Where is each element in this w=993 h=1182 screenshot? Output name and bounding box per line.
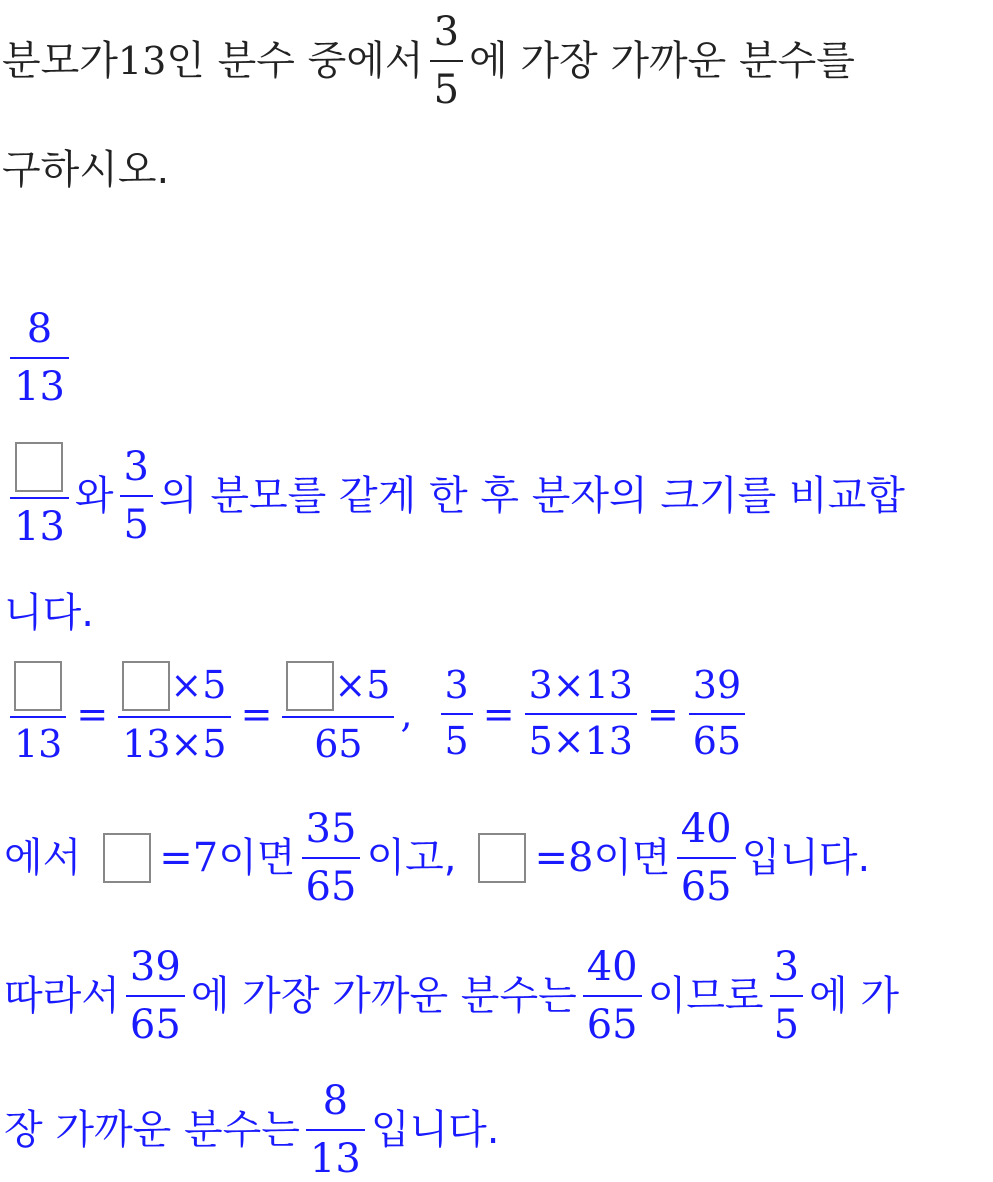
fraction-numerator: 40 xyxy=(680,805,732,852)
fraction-numerator: 39 xyxy=(692,663,742,708)
equation-fraction-6 xyxy=(689,664,745,763)
fraction-40-65 xyxy=(583,944,642,1048)
solution-text: 입니다. xyxy=(741,834,871,881)
equation-fraction-3 xyxy=(282,661,394,767)
fraction-denominator: 65 xyxy=(586,1001,638,1048)
fraction-bar xyxy=(583,995,642,997)
fraction-bar xyxy=(677,857,736,859)
solution-text: 니다. xyxy=(4,589,94,636)
solution-equation-line xyxy=(4,654,751,774)
equation-fraction-5 xyxy=(525,664,637,763)
solution-text: 입니다. xyxy=(370,1107,500,1153)
question-line-2 xyxy=(2,140,169,200)
fraction-denominator: 5 xyxy=(444,719,469,763)
fraction-bar xyxy=(282,716,394,718)
fraction-bar xyxy=(525,713,637,715)
fraction-40-65 xyxy=(677,806,736,910)
answer-numerator: 8 xyxy=(26,305,53,352)
fraction-39-65 xyxy=(126,944,185,1048)
target-numerator: 3 xyxy=(123,444,149,490)
question-text-a: 분모가 xyxy=(2,38,118,84)
question-number: 13 xyxy=(117,39,167,83)
fraction-numerator: 8 xyxy=(322,1078,349,1124)
fraction-bar xyxy=(120,495,153,497)
target-denominator: 5 xyxy=(123,502,149,548)
fraction-denominator: 13 xyxy=(309,1136,361,1182)
fraction-numerator: 3 xyxy=(444,663,469,708)
fraction-bar xyxy=(770,995,803,997)
solution-text: 장 가까운 분수는 xyxy=(4,1107,300,1153)
answer xyxy=(4,300,75,415)
question-fraction-numerator: 3 xyxy=(433,9,460,55)
fraction-bar xyxy=(10,497,69,499)
fraction-numerator: 39 xyxy=(129,943,181,990)
fraction-35-65 xyxy=(302,806,361,910)
fraction-numerator: 3×13 xyxy=(528,663,633,708)
fraction-numerator: 35 xyxy=(305,805,357,852)
fraction-3-5 xyxy=(770,944,803,1048)
fraction-denominator: 5×13 xyxy=(528,719,633,763)
equals-sign: = xyxy=(76,692,109,736)
fraction-denominator: 5 xyxy=(773,1001,800,1048)
blank-box xyxy=(14,661,62,711)
solution-text: 따라서 xyxy=(4,972,120,1019)
unknown-fraction-denominator: 13 xyxy=(14,504,65,550)
blank-box xyxy=(103,833,151,883)
fraction-bar xyxy=(441,713,473,715)
question-line-1 xyxy=(2,6,855,116)
solution-text: 의 분모를 같게 한 후 분자의 크기를 비교합 xyxy=(159,473,905,519)
solution-text: 에서 xyxy=(4,834,82,881)
solution-text: 이고, xyxy=(366,834,457,881)
equals-sign: = xyxy=(240,692,273,736)
solution-text: 이므로 xyxy=(647,972,764,1019)
fraction-numerator-suffix: ×5 xyxy=(170,663,227,708)
answer-denominator: 13 xyxy=(14,363,65,410)
solution-line-1 xyxy=(4,436,905,556)
question-text-c: 에 가장 가까운 분수를 xyxy=(469,38,855,84)
fraction-bar xyxy=(302,857,361,859)
fraction-bar xyxy=(689,713,745,715)
solution-text: 에 가 xyxy=(809,972,900,1019)
solution-text: 에 가장 가까운 분수는 xyxy=(190,972,577,1019)
fraction-denominator: 13 xyxy=(14,722,63,767)
comma: , xyxy=(400,692,413,736)
question-text-b: 인 분수 중에서 xyxy=(166,38,424,84)
blank-box xyxy=(478,833,526,883)
blank-box xyxy=(286,661,334,711)
fraction-bar xyxy=(10,357,69,359)
fraction-bar xyxy=(10,716,66,718)
fraction-8-13 xyxy=(306,1078,365,1182)
unknown-fraction xyxy=(10,442,69,550)
fraction-denominator: 65 xyxy=(314,722,363,767)
solution-text: 와 xyxy=(74,473,114,519)
fraction-denominator: 65 xyxy=(692,719,742,763)
target-fraction xyxy=(120,444,153,548)
solution-line-6 xyxy=(4,1078,499,1182)
fraction-denominator: 65 xyxy=(305,863,357,910)
fraction-numerator-suffix: ×5 xyxy=(334,663,391,708)
fraction-bar xyxy=(126,995,185,997)
equation-fraction-1 xyxy=(10,661,66,767)
equation-fraction-2 xyxy=(118,661,230,767)
fraction-numerator: 3 xyxy=(773,943,800,990)
blank-box xyxy=(15,442,63,492)
answer-fraction xyxy=(10,306,69,410)
fraction-denominator: 65 xyxy=(129,1001,181,1048)
fraction-denominator: 65 xyxy=(680,863,732,910)
fraction-bar xyxy=(306,1129,365,1131)
question-fraction-denominator: 5 xyxy=(433,67,460,113)
question-text-d: 구하시오. xyxy=(2,147,170,193)
equals-sign: = xyxy=(646,692,679,736)
fraction-numerator: 40 xyxy=(586,943,638,990)
solution-line-4 xyxy=(4,800,870,915)
equals-sign: = xyxy=(482,692,515,736)
fraction-denominator: 13×5 xyxy=(122,722,227,767)
solution-line-2 xyxy=(4,585,94,640)
equation-fraction-4 xyxy=(441,664,473,763)
solution-text: =8이면 xyxy=(534,834,671,881)
question-fraction xyxy=(430,9,463,113)
fraction-bar xyxy=(118,716,230,718)
solution-line-5 xyxy=(4,938,899,1053)
blank-box xyxy=(122,661,170,711)
fraction-bar xyxy=(430,60,463,62)
solution-text: =7이면 xyxy=(159,834,296,881)
